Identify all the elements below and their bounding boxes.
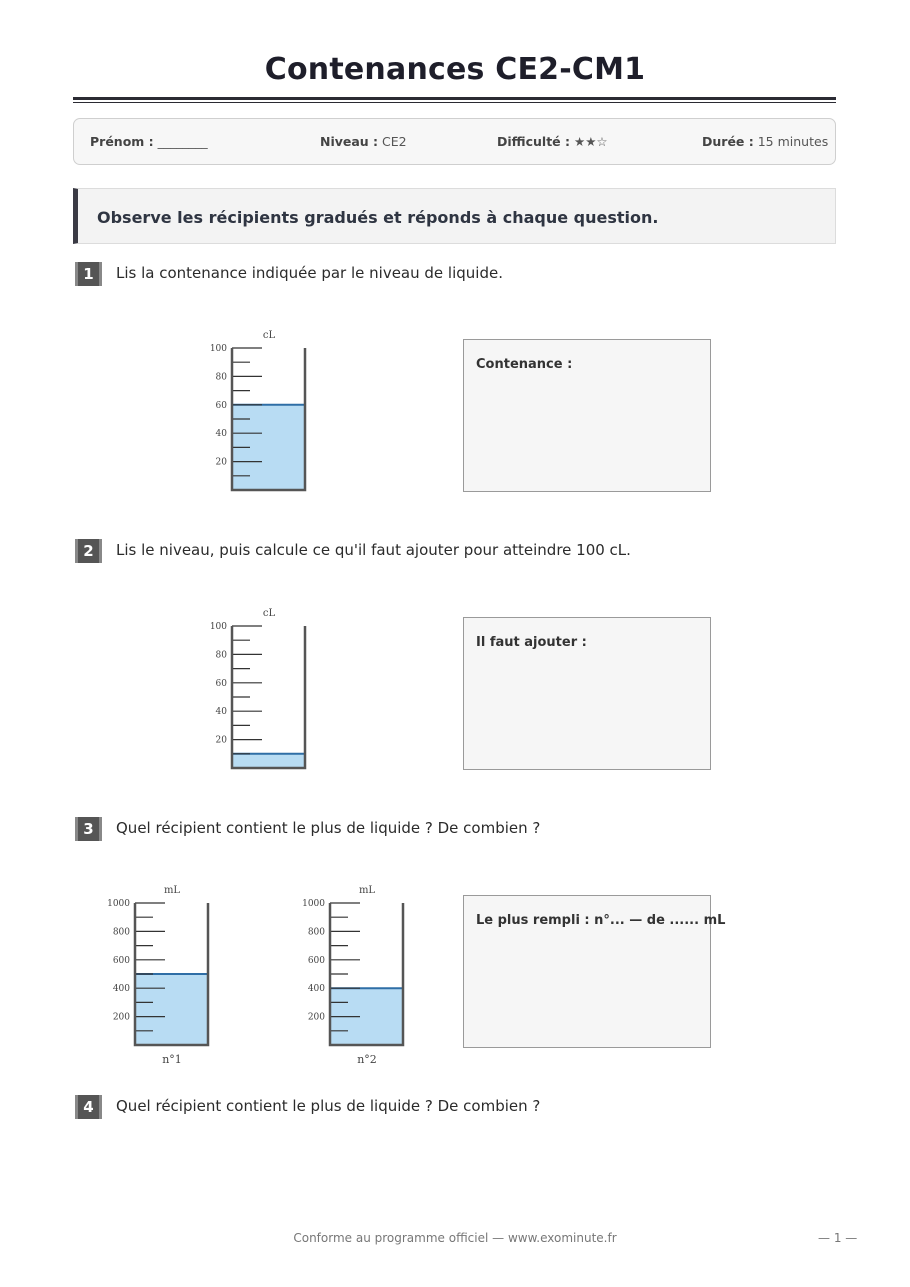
tick-label: 400 xyxy=(307,984,325,995)
question-1-number: 1 xyxy=(75,262,102,286)
beaker-caption: n°2 xyxy=(357,1053,377,1066)
tick-label: 200 xyxy=(112,1012,130,1023)
info-bar xyxy=(73,118,836,165)
tick-label: 800 xyxy=(112,927,130,938)
answer-label-q3: Le plus rempli : n°... — de ...... mL xyxy=(476,913,726,928)
tick-label: 60 xyxy=(215,400,227,411)
prenom-field[interactable] xyxy=(90,134,208,149)
unit-label: cL xyxy=(262,330,276,341)
question-2-text: Lis le niveau, puis calcule ce qu'il faut ajouter pour atteindre 100 cL. xyxy=(116,541,631,559)
question-3-text: Quel récipient contient le plus de liquide ? De combien ? xyxy=(116,819,541,837)
liquid-fill xyxy=(232,754,305,768)
tick-label: 600 xyxy=(307,955,325,966)
tick-label: 400 xyxy=(112,984,130,995)
unit-label: mL xyxy=(358,885,376,896)
difficulte-label: Difficulté : xyxy=(497,134,570,149)
unit-label: mL xyxy=(163,885,181,896)
beaker-q3-n2 xyxy=(293,880,423,1070)
tick-label: 20 xyxy=(215,457,227,468)
answer-box-q3[interactable] xyxy=(463,895,726,1048)
question-4-text: Quel récipient contient le plus de liquide ? De combien ? xyxy=(116,1097,541,1115)
tick-label: 1000 xyxy=(302,899,325,909)
tick-label: 80 xyxy=(215,372,227,383)
tick-label: 80 xyxy=(215,650,227,661)
duree-label: Durée : xyxy=(702,134,754,149)
question-1-text: Lis la contenance indiquée par le niveau de liquide. xyxy=(116,264,503,282)
tick-label: 40 xyxy=(215,429,227,440)
tick-label: 800 xyxy=(307,927,325,938)
difficulte-info xyxy=(497,134,608,149)
difficulte-stars: ★★☆ xyxy=(573,134,608,149)
beaker-caption: n°1 xyxy=(162,1053,182,1066)
liquid-fill xyxy=(135,974,208,1045)
question-3-number: 3 xyxy=(75,817,102,841)
answer-label-q1: Contenance : xyxy=(476,357,573,372)
niveau-label: Niveau : xyxy=(320,134,379,149)
unit-label: cL xyxy=(262,608,276,619)
instruction-text: Observe les récipients gradués et réponds à chaque question. xyxy=(97,208,659,227)
prenom-label: Prénom : xyxy=(90,134,154,149)
page-title: Contenances CE2-CM1 xyxy=(264,52,646,87)
footer-text: Conforme au programme officiel — www.exominute.fr xyxy=(293,1231,617,1245)
tick-label: 100 xyxy=(209,622,227,632)
duree-info xyxy=(702,134,828,149)
title-underline xyxy=(73,97,836,100)
answer-box-q2[interactable] xyxy=(463,617,711,770)
title-underline-thin xyxy=(73,102,836,103)
niveau-info xyxy=(320,134,407,149)
prenom-value: ________ xyxy=(157,134,208,149)
page-number: — 1 — xyxy=(818,1231,858,1245)
tick-label: 40 xyxy=(215,707,227,718)
question-2-number: 2 xyxy=(75,539,102,563)
tick-label: 600 xyxy=(112,955,130,966)
beaker-q1 xyxy=(195,325,325,495)
niveau-value: CE2 xyxy=(382,134,407,149)
tick-label: 100 xyxy=(209,344,227,354)
tick-label: 60 xyxy=(215,678,227,689)
instruction-box xyxy=(73,188,836,244)
answer-label-q2: Il faut ajouter : xyxy=(476,635,587,650)
tick-label: 20 xyxy=(215,735,227,746)
answer-box-q1[interactable] xyxy=(463,339,711,492)
beaker-q2 xyxy=(195,603,325,773)
question-4-number: 4 xyxy=(75,1095,102,1119)
duree-value: 15 minutes xyxy=(757,134,829,149)
beaker-q3-n1 xyxy=(98,880,228,1070)
tick-label: 1000 xyxy=(107,899,130,909)
tick-label: 200 xyxy=(307,1012,325,1023)
